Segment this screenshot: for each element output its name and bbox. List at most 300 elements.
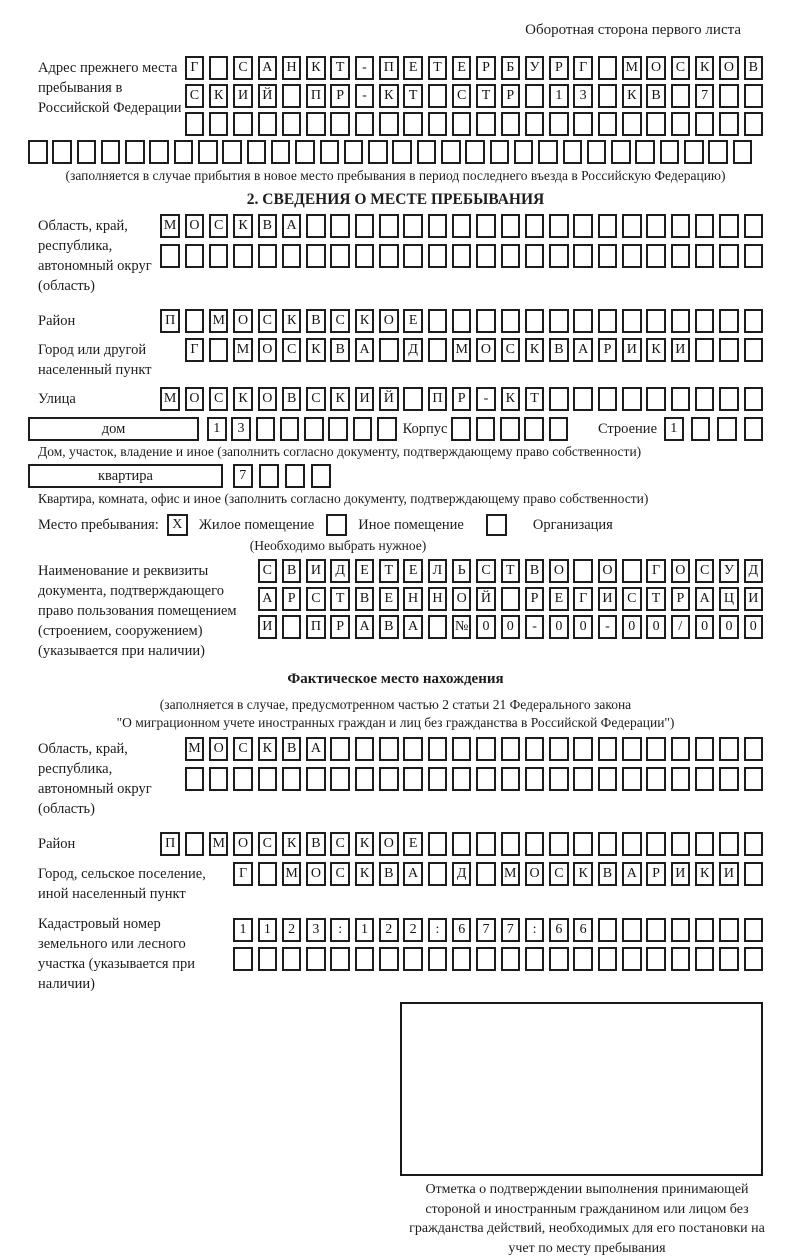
factual-raion-row	[160, 832, 763, 856]
gorod-row	[185, 338, 763, 362]
char-box	[719, 387, 739, 411]
char-box	[280, 417, 300, 441]
char-box: Т	[525, 387, 545, 411]
char-box	[549, 737, 569, 761]
char-box: В	[744, 56, 764, 80]
char-box	[622, 309, 642, 333]
char-box	[598, 244, 618, 268]
char-box: 2	[282, 918, 302, 942]
char-box	[622, 112, 642, 136]
dom-box: дом	[28, 417, 199, 441]
char-box	[306, 947, 326, 971]
char-box: О	[646, 56, 666, 80]
char-box	[209, 56, 229, 80]
char-box	[355, 737, 375, 761]
char-box: 0	[646, 615, 666, 639]
char-box: М	[160, 214, 180, 238]
char-box	[695, 737, 715, 761]
char-box	[622, 559, 642, 583]
char-box: В	[306, 832, 326, 856]
char-box	[598, 918, 618, 942]
char-box	[282, 947, 302, 971]
char-box: О	[525, 862, 545, 886]
char-box	[344, 140, 364, 164]
stroenie-label: Строение	[597, 421, 657, 437]
char-box	[209, 338, 229, 362]
char-box	[355, 214, 375, 238]
char-box: К	[622, 84, 642, 108]
char-box	[573, 832, 593, 856]
char-box: 7	[233, 464, 253, 488]
char-box	[671, 387, 691, 411]
char-box: О	[233, 832, 253, 856]
mesto-note: (Необходимо выбрать нужное)	[249, 538, 427, 553]
char-box	[691, 417, 711, 441]
char-box: К	[525, 338, 545, 362]
dom-note: Дом, участок, владение и иное (заполнить согласно документу, подтверждающему право собственности)	[38, 444, 642, 459]
char-box: М	[452, 338, 472, 362]
char-box: 3	[306, 918, 326, 942]
kvartira-box: квартира	[28, 464, 223, 488]
char-box: 6	[549, 918, 569, 942]
char-box: О	[671, 559, 691, 583]
char-box: Т	[379, 559, 399, 583]
factual-gorod-label: Город, сельское поселение, иной населенный пункт	[38, 866, 206, 902]
char-box: Т	[330, 587, 350, 611]
prev-address-row-4	[28, 140, 763, 164]
char-box: К	[379, 84, 399, 108]
organizatsiya-label: Организация	[532, 516, 613, 533]
char-box	[684, 140, 704, 164]
char-box: Р	[501, 84, 521, 108]
char-box	[452, 767, 472, 791]
factual-oblast-rows	[185, 737, 763, 791]
char-box	[717, 417, 737, 441]
char-box	[549, 832, 569, 856]
char-box: А	[695, 587, 715, 611]
char-box: О	[452, 587, 472, 611]
char-box	[598, 737, 618, 761]
char-box	[441, 140, 461, 164]
ulitsa-field	[28, 387, 763, 411]
char-box: Д	[744, 559, 764, 583]
char-box: 0	[573, 615, 593, 639]
char-box	[671, 737, 691, 761]
char-box	[744, 417, 764, 441]
char-box	[646, 918, 666, 942]
char-box	[646, 832, 666, 856]
factual-raion-label: Район	[38, 836, 76, 852]
char-box: Е	[549, 587, 569, 611]
mesto-prebyvaniya-field	[28, 514, 763, 536]
oblast-row-1	[160, 214, 763, 238]
char-box	[646, 112, 666, 136]
char-box	[306, 244, 326, 268]
char-box: Р	[671, 587, 691, 611]
char-box	[695, 338, 715, 362]
char-box: Г	[185, 56, 205, 80]
char-box	[549, 417, 569, 441]
factual-gorod-row	[233, 862, 763, 886]
char-box: М	[622, 56, 642, 80]
gorod-field	[28, 338, 763, 380]
char-box: Е	[403, 309, 423, 333]
char-box: О	[258, 338, 278, 362]
char-box	[476, 244, 496, 268]
char-box	[501, 587, 521, 611]
char-box: Е	[452, 56, 472, 80]
char-box: 1	[258, 918, 278, 942]
char-box: К	[306, 56, 326, 80]
char-box: П	[428, 387, 448, 411]
char-box	[719, 84, 739, 108]
char-box: Й	[379, 387, 399, 411]
char-box: 0	[501, 615, 521, 639]
char-box	[476, 767, 496, 791]
char-box	[428, 767, 448, 791]
char-box: С	[330, 862, 350, 886]
kadastr-row-2	[233, 947, 763, 971]
char-box	[476, 832, 496, 856]
char-box: О	[379, 832, 399, 856]
char-box	[695, 947, 715, 971]
char-box	[549, 309, 569, 333]
factual-oblast-label: Область, край, республика, автономный округ (область)	[38, 741, 152, 817]
char-box: С	[671, 56, 691, 80]
char-box	[452, 832, 472, 856]
char-box	[598, 947, 618, 971]
char-box: Р	[282, 587, 302, 611]
char-box: М	[282, 862, 302, 886]
header-note: Оборотная сторона первого листа	[525, 22, 741, 38]
char-box	[525, 767, 545, 791]
kadastr-row-1	[233, 918, 763, 942]
char-box: П	[160, 309, 180, 333]
char-box: Е	[403, 559, 423, 583]
char-box: В	[646, 84, 666, 108]
char-box: С	[233, 737, 253, 761]
char-box	[428, 737, 448, 761]
char-box: -	[355, 56, 375, 80]
char-box: :	[428, 918, 448, 942]
char-box: Т	[501, 559, 521, 583]
char-box: Г	[233, 862, 253, 886]
raion-label: Район	[38, 313, 76, 329]
char-box	[744, 387, 764, 411]
mesto-label: Место пребывания:	[38, 516, 159, 533]
char-box	[695, 244, 715, 268]
char-box: И	[258, 615, 278, 639]
korpus-row	[451, 417, 568, 441]
raion-row	[160, 309, 763, 333]
char-box: Ь	[452, 559, 472, 583]
char-box	[719, 832, 739, 856]
char-box	[282, 615, 302, 639]
char-box: 0	[476, 615, 496, 639]
char-box: С	[282, 338, 302, 362]
char-box	[306, 767, 326, 791]
char-box: Д	[330, 559, 350, 583]
char-box: 1	[549, 84, 569, 108]
char-box	[428, 309, 448, 333]
char-box: А	[403, 615, 423, 639]
char-box	[646, 767, 666, 791]
char-box: С	[476, 559, 496, 583]
dom-field	[28, 417, 763, 441]
char-box	[744, 214, 764, 238]
char-box	[501, 112, 521, 136]
char-box	[671, 214, 691, 238]
char-box	[598, 56, 618, 80]
char-box	[379, 737, 399, 761]
char-box	[233, 112, 253, 136]
document-label: Наименование и реквизиты документа, подтверждающего право пользования помещением (строением, сооружением) (указывается при наличии)	[38, 563, 237, 659]
char-box	[744, 309, 764, 333]
char-box	[524, 417, 544, 441]
char-box: К	[501, 387, 521, 411]
char-box: А	[258, 587, 278, 611]
char-box: К	[355, 832, 375, 856]
char-box: 2	[403, 918, 423, 942]
char-box: О	[306, 862, 326, 886]
char-box	[646, 214, 666, 238]
char-box	[573, 767, 593, 791]
prev-address-row-1	[185, 56, 763, 80]
char-box: М	[209, 309, 229, 333]
char-box: С	[330, 309, 350, 333]
char-box: В	[379, 615, 399, 639]
char-box	[330, 737, 350, 761]
inoe-checkbox	[326, 514, 347, 536]
char-box: С	[549, 862, 569, 886]
char-box: С	[185, 84, 205, 108]
char-box	[695, 918, 715, 942]
char-box	[403, 387, 423, 411]
char-box: И	[671, 862, 691, 886]
char-box	[744, 918, 764, 942]
char-box	[476, 112, 496, 136]
char-box: К	[646, 338, 666, 362]
char-box: С	[258, 559, 278, 583]
char-box	[598, 309, 618, 333]
char-box: :	[330, 918, 350, 942]
char-box: -	[355, 84, 375, 108]
char-box	[185, 244, 205, 268]
document-row-3	[258, 615, 763, 639]
char-box: Т	[428, 56, 448, 80]
char-box	[622, 737, 642, 761]
char-box	[501, 832, 521, 856]
char-box	[258, 862, 278, 886]
char-box: С	[233, 56, 253, 80]
char-box	[525, 244, 545, 268]
char-box	[744, 244, 764, 268]
char-box: К	[355, 309, 375, 333]
char-box	[379, 947, 399, 971]
char-box	[125, 140, 145, 164]
char-box: О	[549, 559, 569, 583]
char-box	[174, 140, 194, 164]
ulitsa-row	[160, 387, 763, 411]
char-box	[744, 947, 764, 971]
char-box	[744, 84, 764, 108]
char-box: С	[330, 832, 350, 856]
char-box: А	[573, 338, 593, 362]
char-box	[744, 737, 764, 761]
char-box	[573, 112, 593, 136]
char-box: 1	[233, 918, 253, 942]
char-box	[428, 84, 448, 108]
char-box	[258, 767, 278, 791]
char-box	[525, 112, 545, 136]
char-box: А	[258, 56, 278, 80]
char-box	[185, 309, 205, 333]
document-row-2	[258, 587, 763, 611]
zhiloe-checkbox: X	[167, 514, 188, 536]
char-box: К	[695, 56, 715, 80]
char-box: Т	[403, 84, 423, 108]
char-box: Д	[452, 862, 472, 886]
char-box: Н	[282, 56, 302, 80]
char-box	[695, 214, 715, 238]
char-box	[304, 417, 324, 441]
char-box: П	[379, 56, 399, 80]
char-box: А	[306, 737, 326, 761]
char-box: С	[306, 387, 326, 411]
dom-number-row	[207, 417, 397, 441]
char-box	[330, 947, 350, 971]
char-box	[452, 244, 472, 268]
prev-address-note: (заполняется в случае прибытия в новое место пребывания в период последнего въезда в Российскую Федерацию)	[65, 168, 726, 183]
char-box	[695, 767, 715, 791]
oblast-label: Область, край, республика, автономный округ (область)	[38, 218, 152, 294]
char-box	[525, 737, 545, 761]
char-box	[417, 140, 437, 164]
char-box: 0	[622, 615, 642, 639]
factual-oblast-row-2	[185, 767, 763, 791]
char-box	[403, 767, 423, 791]
char-box	[563, 140, 583, 164]
char-box	[744, 862, 764, 886]
char-box: Д	[403, 338, 423, 362]
char-box	[233, 767, 253, 791]
char-box: М	[233, 338, 253, 362]
char-box	[28, 140, 48, 164]
document-field	[28, 559, 763, 661]
char-box	[247, 140, 267, 164]
char-box: Г	[573, 587, 593, 611]
char-box	[695, 112, 715, 136]
char-box	[744, 112, 764, 136]
char-box	[501, 737, 521, 761]
char-box: 1	[207, 417, 227, 441]
char-box: О	[185, 214, 205, 238]
section2-title: 2. СВЕДЕНИЯ О МЕСТЕ ПРЕБЫВАНИЯ	[246, 191, 545, 208]
prev-address-field	[28, 56, 763, 136]
char-box	[428, 947, 448, 971]
char-box	[209, 112, 229, 136]
char-box: М	[501, 862, 521, 886]
char-box	[622, 767, 642, 791]
char-box: И	[355, 387, 375, 411]
char-box: Р	[476, 56, 496, 80]
char-box: В	[282, 737, 302, 761]
organizatsiya-checkbox	[486, 514, 507, 536]
char-box	[744, 338, 764, 362]
char-box	[671, 832, 691, 856]
char-box	[233, 947, 253, 971]
char-box	[355, 244, 375, 268]
char-box	[149, 140, 169, 164]
char-box	[271, 140, 291, 164]
char-box	[695, 387, 715, 411]
char-box	[573, 559, 593, 583]
char-box	[671, 244, 691, 268]
char-box	[185, 112, 205, 136]
char-box	[160, 244, 180, 268]
char-box: В	[258, 214, 278, 238]
char-box: И	[598, 587, 618, 611]
char-box: 6	[452, 918, 472, 942]
char-box: С	[209, 214, 229, 238]
char-box	[719, 309, 739, 333]
char-box: И	[719, 862, 739, 886]
factual-oblast-field	[28, 737, 763, 819]
char-box	[525, 84, 545, 108]
char-box	[403, 244, 423, 268]
char-box: 1	[355, 918, 375, 942]
char-box: Г	[185, 338, 205, 362]
char-box	[671, 767, 691, 791]
char-box: 1	[664, 417, 684, 441]
char-box	[428, 338, 448, 362]
char-box	[598, 84, 618, 108]
oblast-rows	[160, 214, 763, 268]
char-box: К	[355, 862, 375, 886]
char-box	[549, 244, 569, 268]
char-box	[719, 767, 739, 791]
char-box	[501, 309, 521, 333]
char-box	[282, 112, 302, 136]
char-box	[671, 947, 691, 971]
char-box	[452, 112, 472, 136]
char-box: Г	[573, 56, 593, 80]
char-box	[598, 112, 618, 136]
char-box	[573, 947, 593, 971]
char-box: С	[622, 587, 642, 611]
char-box	[598, 214, 618, 238]
char-box	[671, 112, 691, 136]
char-box: Н	[428, 587, 448, 611]
prev-address-row-3	[185, 112, 763, 136]
factual-note-1: (заполняется в случае, предусмотренном частью 2 статьи 21 Федерального закона	[159, 697, 632, 712]
char-box: В	[549, 338, 569, 362]
char-box	[646, 947, 666, 971]
char-box: 0	[719, 615, 739, 639]
char-box	[573, 387, 593, 411]
char-box: К	[233, 214, 253, 238]
char-box	[379, 112, 399, 136]
char-box: И	[744, 587, 764, 611]
char-box: Ц	[719, 587, 739, 611]
factual-title: Фактическое место нахождения	[287, 671, 504, 687]
char-box: Т	[646, 587, 666, 611]
char-box	[222, 140, 242, 164]
char-box	[525, 832, 545, 856]
char-box	[525, 947, 545, 971]
char-box: С	[501, 338, 521, 362]
char-box	[660, 140, 680, 164]
